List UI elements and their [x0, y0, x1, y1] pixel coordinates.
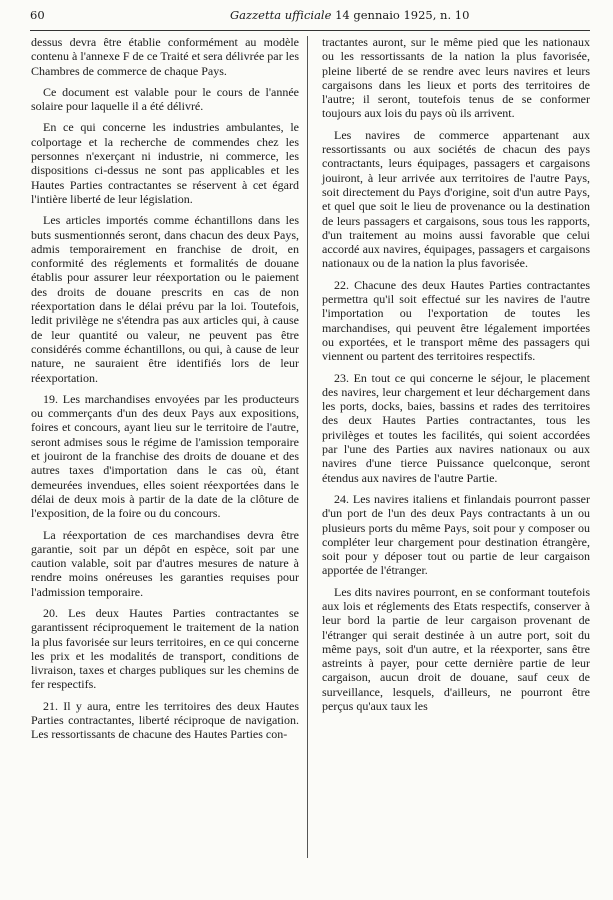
article-21: 21. Il y aura, entre les territoires des deux Hautes Parties contractantes, liberté réciproque de navigation. Les ressortissants de chacune des Hautes Parties con- — [31, 698, 299, 742]
article-24: 24. Les navires italiens et finlandais pourront passer d'un port de l'un des deux Pays contractants à un ou plusieurs ports du même Pays, soit pour y composer ou compléter leur chargement pour destination étrangère, soit pour y déposer tout ou partie de leur cargaison apportée de l'étranger. — [322, 491, 590, 578]
gazette-title — [230, 8, 469, 22]
article-23: 23. En tout ce qui concerne le séjour, le placement des navires, leur chargement et leur déchargement dans les ports, docks, baies, bassins et rades des territoires des deux Hautes Parties contractantes, tous les privilèges et toutes les facilités, qui soient accordées par l'une des Parties aux navires nationaux ou aux navires d'une tierce Puissance quelconque, seront étendus aux navires de l'autre Partie. — [322, 370, 590, 485]
page-number: 60 — [30, 8, 45, 22]
gazette-name: Gazzetta ufficiale — [230, 8, 332, 22]
paragraph: Les articles importés comme échantillons dans les buts susmentionnés seront, dans chacun des deux Pays, admis temporairement en franchise de droit, en conformité des réglements et formalités de douane établis pour assurer leur réexportation ou le paiement des droits de douane prescrits en cas de non réexportation dans le délai prévu par la loi. Toutefois, ledit privilège ne s'étendra pas aux articles qui, à cause de leur quantité ou valeur, ne peuvent pas être considérés comme échantillons, ou qui, à cause de leur nature, ne sauraient être identifiés lors de leur réexportation. — [31, 213, 299, 385]
paragraph: En ce qui concerne les industries ambulantes, le colportage et la recherche de commendes chez les personnes n'exerçant ni industrie, ni commerce, les dispositions ci-dessus ne sont pas applicables et les Hautes Parties contractantes se réservent à cet égard l'intière liberté de leur législation. — [31, 120, 299, 206]
right-column — [322, 35, 590, 720]
header-rule — [30, 30, 590, 31]
page-header — [30, 4, 590, 26]
article-19: 19. Les marchandises envoyées par les producteurs ou commerçants d'un des deux Pays aux expositions, foires et concours, ayant lieu sur le territoire de l'autre, seront admises sous le régime de l'amission temporaire et jouiront de la franchise des droits de douane et des autres taxes d'importation dans le cas où, étant demeurées invendues, elles soient réexportées dans le délai de deux mois à partir de la date de la clôture de l'exposition, de la foire ou du concours. — [31, 391, 299, 521]
paragraph: Ce document est valable pour le cours de l'année solaire pour laquelle il a été délivré. — [31, 84, 299, 114]
paragraph: La réexportation de ces marchandises devra être garantie, soit par un dépôt en espèce, soit par une caution valable, soit par d'autres mesures de nature à rendre moins onéreuses les garanties requises pour l'admission temporaire. — [31, 527, 299, 599]
article-22: 22. Chacune des deux Hautes Parties contractantes permettra qu'il soit effectué sur les navires de l'autre l'importation ou l'exportation de toutes les marchandises, qui peuvent être légalement importées ou exportées, et le transport même des passagers qui viennent ou partent des territoires respectifs. — [322, 277, 590, 364]
left-column — [31, 35, 299, 749]
paragraph: dessus devra être établie conformément au modèle contenu à l'annexe F de ce Traité et sera délivrée par les Chambres de commerce de chaque Pays. — [31, 35, 299, 78]
gazette-issue: 14 gennaio 1925, n. 10 — [331, 8, 470, 22]
paragraph: tractantes auront, sur le même pied que les nationaux ou les ressortissants de la nation la plus favorisée, pleine liberté de se rendre avec leurs navires et leurs cargaisons dans les lieux et ports des territoires de l'autre; il seront, toutefois tenus de se conformer toujours aux lois du pays où ils arrivent. — [322, 35, 590, 121]
paragraph: Les dits navires pourront, en se conformant toutefois aux lois et réglements des Etats respectifs, conserver à leur bord la partie de leur cargaison provenant de l'étranger qui serait destinée à un autre port, soit du même pays, soit d'un autre, et la réexporter, sans être astreints à payer, pour cette dernière partie de leur cargaison, aucun droit de douane, sauf ceux de surveillance, lesquels, d'ailleurs, ne pourront être perçus qu'aux taux les — [322, 584, 590, 714]
article-20: 20. Les deux Hautes Parties contractantes se garantissent réciproquement le traitement de la nation la plus favorisée sur leurs territoires, en ce qui concerne les prix et les modalités de transport, conditions de livraison, taxes et charges publiques sur les chemins de fer respectifs. — [31, 605, 299, 692]
column-divider — [307, 36, 308, 858]
paragraph: Les navires de commerce appartenant aux ressortissants ou aux sociétés de chacun des pays contractants, leurs équipages, passagers et cargaisons jouiront, à leur arrivée aux territoires de l'autre Pays, soit directement du Pays d'origine, soit d'un autre Pays, et quel que soit le lieu de provenance ou la destination de leurs passagers et cargaisons, sous tous les rapports, d'un traitement au moins aussi favorable que celui accordé aux navires, équipages, passagers et cargaisons nationaux ou de la nation la plus favorisée. — [322, 127, 590, 271]
